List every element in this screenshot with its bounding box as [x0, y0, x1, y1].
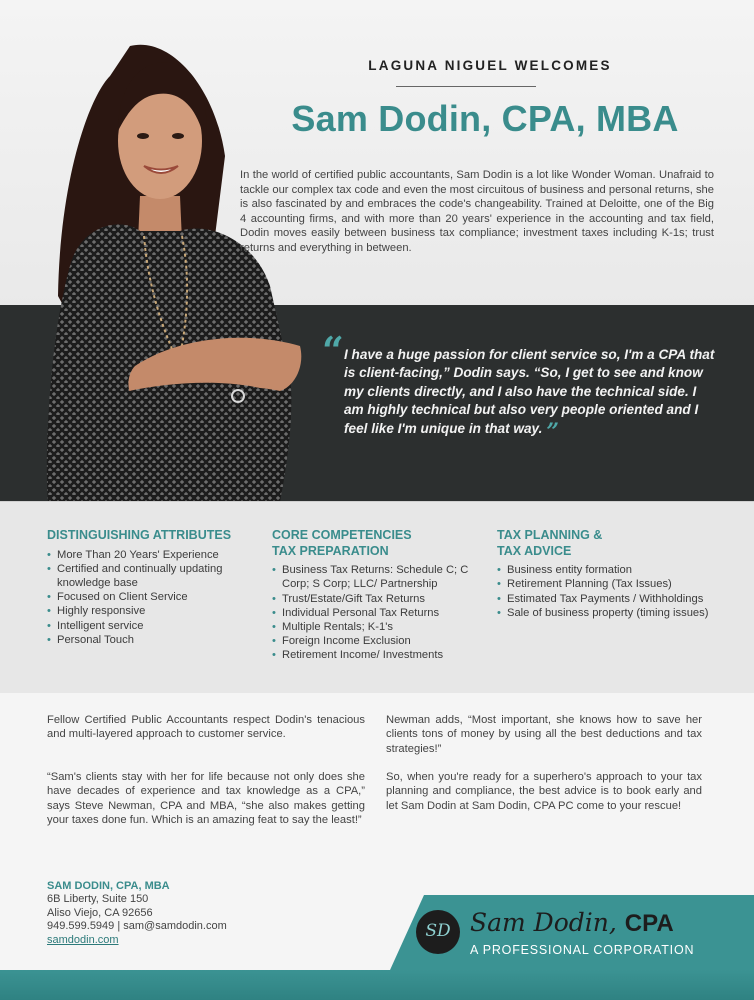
heading-line: TAX ADVICE: [497, 543, 572, 558]
monogram-logo: [416, 910, 460, 954]
body-paragraph: Fellow Certified Public Accountants respect Dodin's tenacious and multi-layered approach to customer service.: [47, 714, 365, 741]
list-item: • Intelligent service: [47, 619, 262, 633]
website-link[interactable]: samdodin.com: [47, 933, 119, 946]
list-item: • More Than 20 Years' Experience: [47, 548, 262, 562]
monogram-text: SD: [425, 921, 451, 941]
list-item: • Trust/Estate/Gift Tax Returns: [272, 592, 490, 606]
column-heading: [497, 528, 712, 559]
logo-suffix: CPA: [624, 910, 674, 937]
attributes-section: [0, 501, 754, 693]
list-item: • Business entity formation: [497, 563, 712, 577]
kicker-text: LAGUNA NIGUEL WELCOMES: [368, 58, 612, 73]
kicker-divider: [396, 86, 536, 87]
bottom-strip: [0, 970, 754, 1000]
phone-email: 949.599.5949 | sam@samdodin.com: [47, 920, 227, 933]
competency-list: [272, 563, 490, 662]
intro-paragraph: In the world of certified public accountants, Sam Dodin is a lot like Wonder Woman. Unafraid to tackle our complex tax code and even the most circuitous of business and personal returns, she is also fascinated by and embraces the code's changeability. Trained at Deloitte, one of the Big 4 accounting firms, and with more than 20 years' experience in the accounting and tax field, Dodin moves easily between business tax compliance; investment taxes including K-1s; trust returns and everything in between.: [240, 169, 714, 254]
list-item: • Individual Personal Tax Returns: [272, 606, 490, 620]
list-item: • Business Tax Returns: Schedule C; C Corp; S Corp; LLC/ Partnership: [272, 563, 490, 591]
list-item: • Multiple Rentals; K-1's: [272, 620, 490, 634]
close-quote-icon: ”: [546, 418, 560, 445]
pull-quote: [344, 346, 716, 445]
pull-quote-text: I have a huge passion for client service so, I'm a CPA that is client-facing,” Dodin says. “So, I get to see and know my clients directly, and I also have the technical side. I am highly technical but also very people oriented and I feel like I'm unique in that way.: [344, 347, 715, 436]
heading-line: TAX PLANNING &: [497, 528, 603, 542]
column-heading: [47, 528, 262, 544]
list-item: • Estimated Tax Payments / Withholdings: [497, 592, 712, 606]
column-attributes: [47, 528, 262, 647]
list-item: • Retirement Planning (Tax Issues): [497, 577, 712, 591]
body-paragraph: So, when you're ready for a superhero's approach to your tax planning and compliance, the best advice is to book early and let Sam Dodin at Sam Dodin, CPA PC come to your rescue!: [386, 771, 702, 812]
list-item: • Personal Touch: [47, 633, 262, 647]
heading-line: TAX PREPARATION: [272, 543, 389, 558]
page-title: Sam Dodin, CPA, MBA: [291, 98, 679, 139]
open-quote-icon: “: [322, 328, 344, 373]
attribute-list: [47, 548, 262, 647]
logo-wordmark: [470, 908, 674, 938]
logo-subtitle: A PROFESSIONAL CORPORATION: [470, 943, 695, 957]
column-tax-planning: [497, 528, 712, 620]
logo-name: Sam Dodin,: [470, 908, 617, 937]
heading-line: DISTINGUISHING ATTRIBUTES: [47, 528, 232, 542]
contact-name: SAM DODIN, CPA, MBA: [47, 880, 170, 892]
list-item: • Highly responsive: [47, 604, 262, 618]
column-heading: [272, 528, 490, 559]
column-competencies: [272, 528, 490, 663]
address-line-1: 6B Liberty, Suite 150: [47, 893, 149, 906]
list-item: • Sale of business property (timing issues): [497, 606, 712, 620]
list-item: • Foreign Income Exclusion: [272, 634, 490, 648]
body-paragraph: Newman adds, “Most important, she knows how to save her clients tons of money by using all the best deductions and tax strategies!”: [386, 714, 702, 755]
body-paragraph: “Sam's clients stay with her for life because not only does she have decades of experience and tax knowledge as a CPA,” says Steve Newman, CPA and MBA, “she also makes getting your taxes done fun. Which is an amazing feat to say the least!”: [47, 771, 365, 827]
contact-block: [47, 880, 227, 947]
address-line-2: Aliso Viejo, CA 92656: [47, 906, 153, 919]
list-item: • Focused on Client Service: [47, 590, 262, 604]
heading-line: CORE COMPETENCIES: [272, 528, 412, 542]
list-item: • Retirement Income/ Investments: [272, 648, 490, 662]
tax-planning-list: [497, 563, 712, 620]
list-item: • Certified and continually updating knowledge base: [47, 562, 262, 590]
